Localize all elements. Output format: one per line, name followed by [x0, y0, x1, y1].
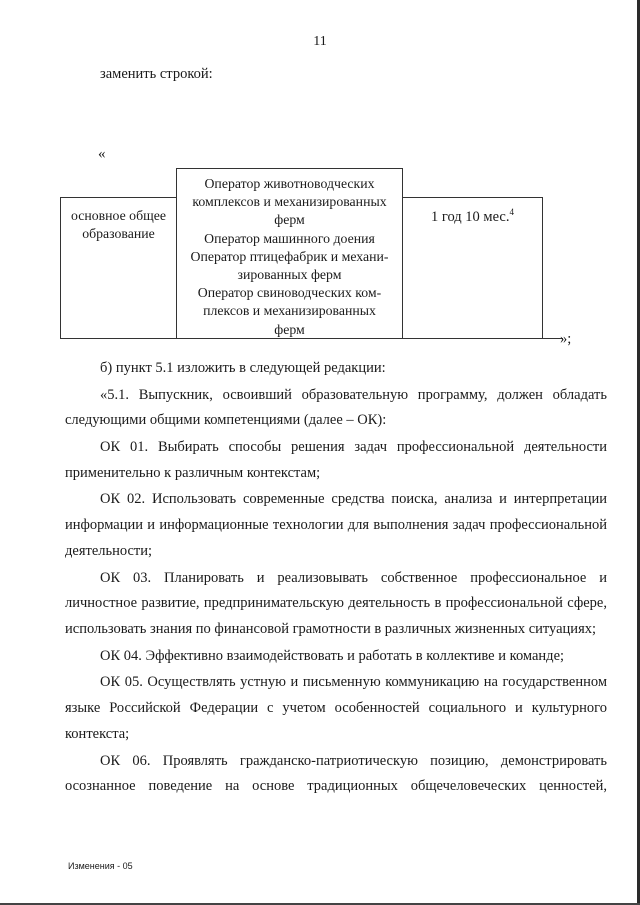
paragraph: ОК 01. Выбирать способы решения задач профессиональной деятельности применительно к различным контекстам;	[65, 438, 607, 481]
footer-note: Изменения - 05	[68, 861, 133, 871]
close-quote: »;	[560, 331, 572, 347]
table-cell-duration	[402, 203, 543, 226]
qualification-line: комплексов и механизированных	[192, 194, 387, 210]
table-cell-qualifications	[176, 175, 403, 339]
paragraph: «5.1. Выпускник, освоивший образовательную программу, должен обладать следующими общими компетенциями (далее – ОК):	[65, 386, 607, 429]
paragraph: ОК 05. Осуществлять устную и письменную коммуникацию на государственном языке Российской Федерации с учетом особенностей социального и культурного контекста;	[65, 674, 607, 742]
replace-instruction: заменить строкой:	[100, 66, 213, 82]
qualification-line: ферм	[274, 321, 305, 337]
qualification-line: ферм	[274, 212, 305, 228]
qualification-line: Оператор машинного доения	[204, 230, 375, 246]
paragraph: ОК 04. Эффективно взаимодействовать и работать в коллективе и команде;	[100, 647, 565, 664]
qualification-line: плексов и механизированных	[203, 303, 376, 319]
paragraph: б) пункт 5.1 изложить в следующей редакции:	[100, 360, 386, 376]
qualification-line: зированных ферм	[237, 267, 342, 283]
document-body	[65, 356, 607, 801]
education-line: образование	[82, 226, 155, 242]
qualification-line: Оператор птицефабрик и механи-	[190, 248, 389, 264]
duration-text: 1 год 10 мес.	[431, 208, 510, 225]
paragraph: ОК 03. Планировать и реализовывать собственное профессиональное и личностное развитие, предпринимательскую деятельность в профессиональной сфере, использовать знания по финансовой грамотности в различных жизненных ситуациях;	[65, 569, 607, 638]
table-cell-education	[60, 207, 177, 243]
paragraph: ОК 06. Проявлять гражданско-патриотическую позицию, демонстрировать осознанное поведение на основе традиционных общечеловеческих ценностей,	[65, 752, 607, 795]
qualification-line: Оператор свиноводческих ком-	[197, 285, 382, 301]
qualification-line: Оператор животноводческих	[204, 176, 375, 191]
paragraph: ОК 02. Использовать современные средства поиска, анализа и интерпретации информации и информационные технологии для выполнения задач профессиональной деятельности;	[65, 491, 607, 559]
page-number: 11	[313, 34, 327, 49]
footnote-marker: 4	[509, 207, 514, 217]
education-line: основное общее	[71, 208, 166, 223]
open-quote: «	[98, 146, 106, 162]
